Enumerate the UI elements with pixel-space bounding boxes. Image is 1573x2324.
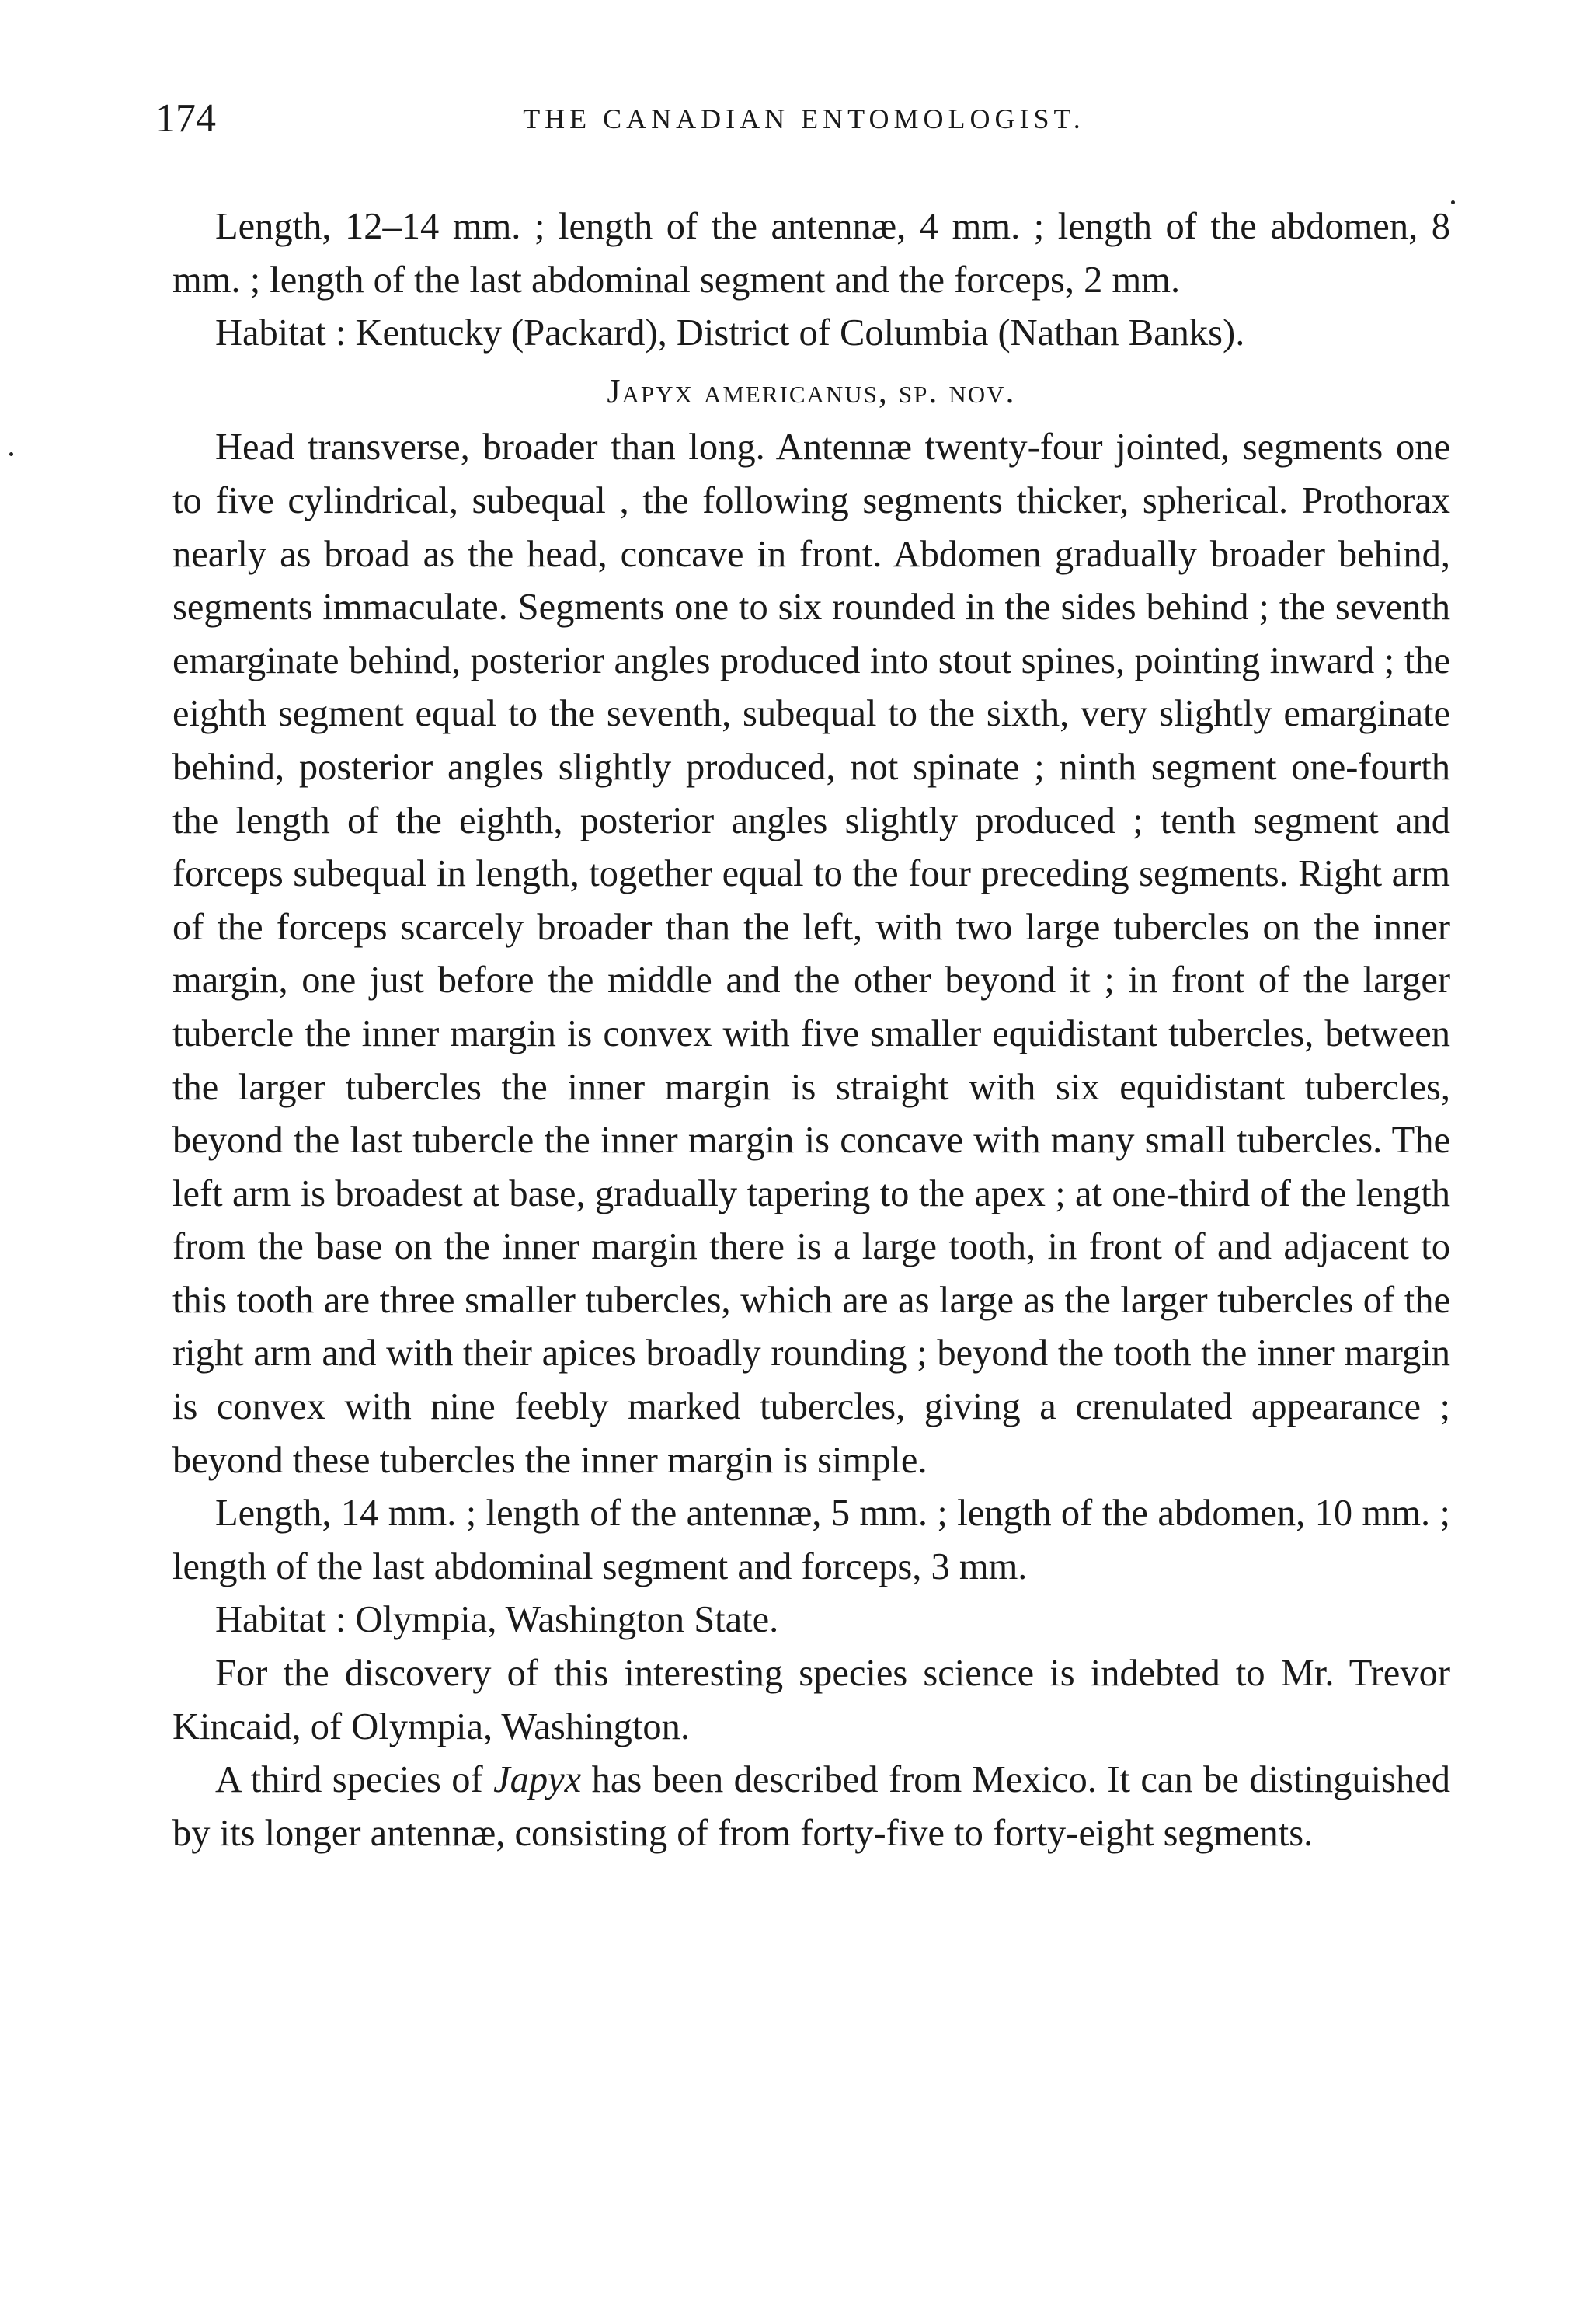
paragraph-third-species [172,1754,1450,1860]
paragraph-measurements-2: Length, 14 mm. ; length of the antennæ, 5 mm. ; length of the abdomen, 10 mm. ; length of the last abdominal segment and forceps, 3 mm. [172,1493,1450,1587]
text-segment: A third species of [215,1759,494,1801]
species-heading: Japyx americanus, sp. nov. [607,371,1016,410]
paragraph-habitat-1: Habitat : Kentucky (Packard), District of Columbia (Nathan Banks). [215,312,1245,354]
page-number: 174 [155,96,216,141]
page-header [155,92,1453,146]
paragraph-measurements-1: Length, 12–14 mm. ; length of the antennæ, 4 mm. ; length of the abdomen, 8 mm. ; length of the last abdominal segment and the forceps, 2 mm. [172,206,1450,301]
paragraph-acknowledgement: For the discovery of this interesting species science is indebted to Mr. Trevor Kincaid, of Olympia, Washington. [172,1653,1450,1747]
paragraph-description: Head transverse, broader than long. Antennæ twenty-four jointed, segments one to five cylindrical, subequal , the following segments thicker, spherical. Prothorax nearly as broad as the head, concave in front. Abdomen gradually broader behind, segments immaculate. Segments one to six rounded in the sides behind ; the seventh emarginate behind, posterior angles produced into stout spines, pointing inward ; the eighth segment equal to the seventh, subequal to the sixth, very slightly emarginate behind, posterior angles slightly produced, not spinate ; ninth segment one-fourth the length of the eighth, posterior angles slightly produced ; tenth segment and forceps subequal in length, together equal to the four preceding segments. Right arm of the forceps scarcely broader than the left, with two large tubercles on the inner margin, one just before the middle and the other beyond it ; in front of the larger tubercle the inner margin is convex with five smaller equidistant tubercles, between the larger tubercles the inner margin is straight with six equidistant tubercles, beyond the last tubercle the inner margin is concave with many small tubercles. The left arm is broadest at base, gradually tapering to the apex ; at one-third of the length from the base on the inner margin there is a large tooth, in front of and adjacent to this tooth are three smaller tubercles, which are as large as the larger tubercles of the right arm and with their apices broadly rounding ; beyond the tooth the inner margin is convex with nine feebly marked tubercles, giving a crenulated appearance ; beyond these tubercles the inner margin is simple. [172,427,1450,1481]
body-text [172,200,1450,1860]
text-segment: has been described from Mexico. It can be distinguished by its longer antennæ, consisting of from forty-five to forty-eight segments. [172,1759,1451,1854]
running-title: THE CANADIAN ENTOMOLOGIST. [523,103,1085,134]
print-speck [1451,200,1455,204]
print-speck [9,452,13,456]
paragraph-habitat-2: Habitat : Olympia, Washington State. [215,1599,779,1641]
genus-name: Japyx [493,1759,582,1801]
